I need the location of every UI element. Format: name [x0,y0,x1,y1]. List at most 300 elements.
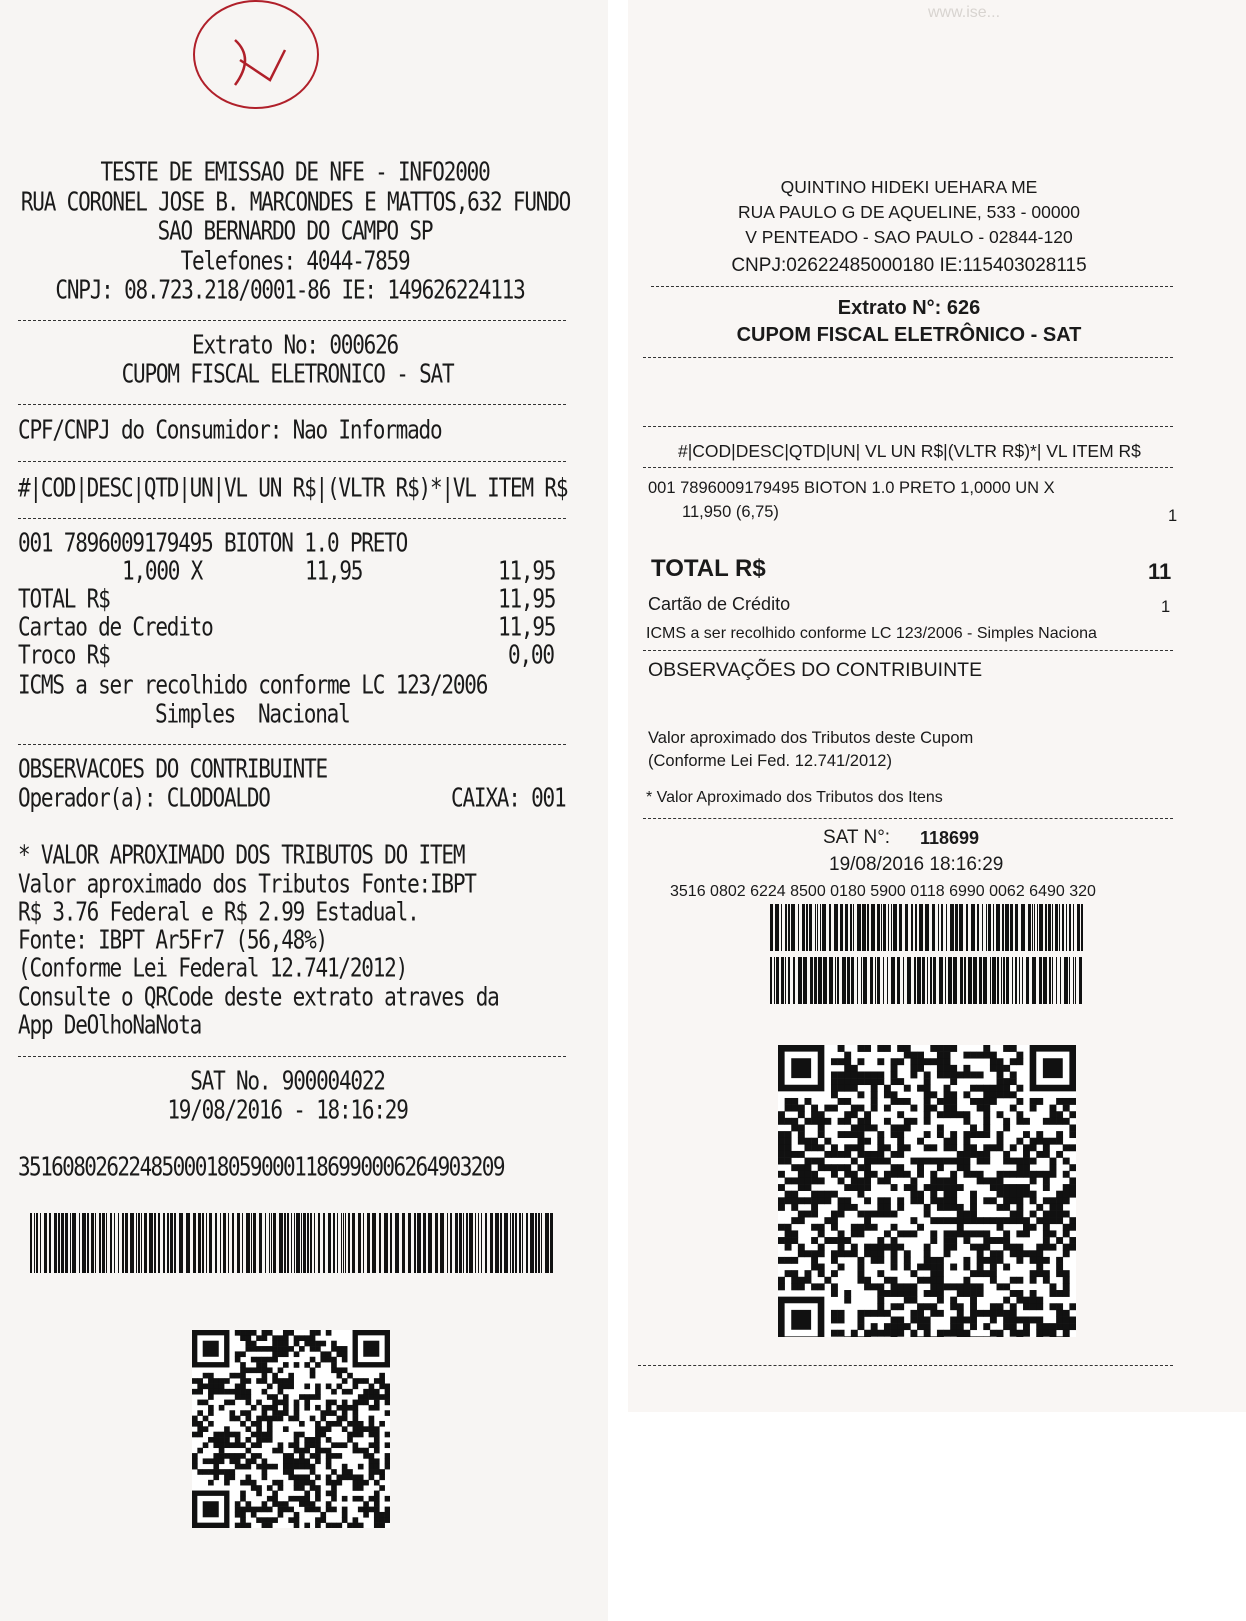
barcode-bar [333,1213,335,1273]
barcode-bar [1015,957,1017,1004]
barcode-bar [803,957,807,1004]
left-qr-code [192,1330,390,1528]
left-tributos-line-2: Valor aproximado dos Tributos Fonte:IBPT [18,869,476,899]
barcode-bar [1066,904,1067,951]
barcode-bar [102,1213,105,1273]
barcode-bar [1048,904,1051,951]
left-tributos-line-3: R$ 3.76 Federal e R$ 2.99 Estadual. [18,897,419,927]
barcode-bar [946,904,947,951]
barcode-bar [914,957,916,1004]
divider [643,426,1173,427]
barcode-bar [447,1213,448,1273]
divider [643,818,1173,819]
barcode-bar [1032,904,1033,951]
barcode-bar [1060,957,1061,1004]
barcode-bar [950,904,954,951]
barcode-bar [823,957,827,1004]
left-header-line-1: TESTE DE EMISSAO DE NFE - INFO2000 [100,157,490,187]
barcode-bar [301,1213,302,1273]
barcode-bar [1059,904,1060,951]
barcode-bar [997,957,999,1004]
barcode-bar [785,957,786,1004]
barcode-bar [209,1213,212,1273]
left-item-total: 11,95 [498,556,556,586]
left-header-line-3: SAO BERNARDO DO CAMPO SP [157,216,433,246]
right-header-line-3: V PENTEADO - SAO PAULO - 02844-120 [745,227,1073,247]
barcode-bar [960,957,963,1004]
barcode-bar [475,1213,476,1273]
barcode-bar [186,1213,190,1273]
divider [643,467,1173,468]
barcode-bar [455,1213,458,1273]
barcode-bar [237,1213,240,1273]
barcode-bar [893,904,897,951]
barcode-bar [870,957,873,1004]
barcode-bar [922,957,925,1004]
barcode-bar [167,1213,169,1273]
left-header-line-5: CNPJ: 08.723.218/0001-86 IE: 149626224113 [55,275,525,305]
barcode-bar [220,1213,221,1273]
barcode-bar [986,904,987,951]
left-header-line-2: RUA CORONEL JOSE B. MARCONDES E MATTOS,632 FUNDO [20,187,571,217]
barcode-bar [279,1213,283,1273]
barcode-bar [271,1213,272,1273]
barcode-bar [1043,957,1047,1004]
barcode-bar [130,1213,134,1273]
barcode-bar [993,904,994,951]
right-valor-line-2: (Conforme Lei Fed. 12.741/2012) [648,752,892,770]
barcode-bar [1055,904,1058,951]
barcode-bar [345,1213,346,1273]
barcode-bar [538,1213,540,1273]
barcode-bar [877,957,880,1004]
barcode-bar [933,957,936,1004]
barcode-bar [99,1213,101,1273]
right-cupom-title: CUPOM FISCAL ELETRÔNICO - SAT [736,324,1082,346]
left-datetime: 19/08/2016 - 18:16:29 [167,1095,408,1125]
left-tributos-line-5: (Conforme Lei Federal 12.741/2012) [18,953,408,983]
barcode-bar [1034,904,1035,951]
left-caixa: CAIXA: 001 [451,783,566,813]
divider [638,1365,1173,1366]
barcode-bar [348,1213,350,1273]
barcode-bar [58,1213,60,1273]
left-total-value: 11,95 [498,584,556,614]
barcode-bar [269,1213,270,1273]
left-cupom-title: CUPOM FISCAL ELETRONICO - SAT [121,359,454,389]
barcode-bar [1049,957,1051,1004]
barcode-bar [372,1213,376,1273]
barcode-bar [337,1213,338,1273]
barcode-bar [114,1213,115,1273]
barcode-bar [1026,957,1029,1004]
barcode-bar [118,1213,119,1273]
barcode-bar [44,1213,47,1273]
barcode-bar [977,904,979,951]
barcode-bar [829,957,833,1004]
right-extrato: Extrato N°: 626 [837,297,981,319]
barcode-bar [770,957,772,1004]
barcode-bar [850,904,852,951]
barcode-bar [1079,957,1082,1004]
left-barcode [30,1213,556,1273]
barcode-bar [1005,904,1009,951]
barcode-bar [40,1213,41,1273]
barcode-bar [79,1213,80,1273]
barcode-bar [810,957,813,1004]
barcode-bar [125,1213,128,1273]
barcode-bar [820,904,821,951]
barcode-bar [853,904,854,951]
barcode-bar [837,957,839,1004]
left-extrato: Extrato No: 000626 [192,330,398,360]
barcode-bar [1073,904,1074,951]
barcode-bar [1056,957,1057,1004]
barcode-bar [996,904,1000,951]
barcode-bar [1075,957,1076,1004]
barcode-bar [515,1213,517,1273]
barcode-bar [1006,957,1009,1004]
barcode-bar [170,1213,173,1273]
barcode-bar [307,1213,309,1273]
barcode-bar [988,904,991,951]
barcode-bar [1021,904,1025,951]
barcode-bar [296,1213,300,1273]
barcode-bar [1039,904,1043,951]
barcode-bar [545,1213,549,1273]
barcode-bar [495,1213,499,1273]
barcode-bar [809,904,812,951]
barcode-bar [835,957,836,1004]
barcode-bar [1069,957,1070,1004]
barcode-bar [490,1213,493,1273]
barcode-bar [955,904,958,951]
barcode-bar [927,957,928,1004]
right-header-line-2: RUA PAULO G DE AQUELINE, 533 - 00000 [737,202,1081,222]
barcode-bar [435,1213,438,1273]
barcode-bar [887,957,888,1004]
barcode-bar [806,904,808,951]
barcode-bar [941,904,943,951]
barcode-bar [818,957,822,1004]
barcode-bar [959,904,963,951]
barcode-bar [343,1213,344,1273]
left-item-unit: 11,95 [305,556,363,586]
barcode-bar [897,957,900,1004]
barcode-bar [526,1213,528,1273]
barcode-bar [273,1213,276,1273]
left-tributos-line-4: Fonte: IBPT Ar5Fr7 (56,48%) [18,925,327,955]
barcode-bar [106,1213,107,1273]
divider [643,650,1173,651]
barcode-bar [379,1213,381,1273]
barcode-bar [463,1213,464,1273]
barcode-bar [776,957,779,1004]
barcode-bar [481,1213,482,1273]
barcode-bar [945,957,946,1004]
barcode-bar [939,957,943,1004]
barcode-bar [87,1213,89,1273]
left-sat-number: SAT No. 900004022 [190,1066,385,1096]
barcode-bar [917,957,921,1004]
barcode-bar [522,1213,523,1273]
barcode-bar [154,1213,156,1273]
barcode-bar [36,1213,38,1273]
barcode-bar [867,904,869,951]
barcode-bar [253,1213,256,1273]
divider [643,357,1173,358]
barcode-bar [163,1213,165,1273]
barcode-bar [903,957,904,1004]
barcode-bar [30,1213,32,1273]
left-columns: #|COD|DESC|QTD|UN|VL UN R$|(VLTR R$)*|VL ITEM R$ [18,473,568,503]
divider [18,744,566,745]
barcode-bar [857,957,858,1004]
barcode-bar [990,957,991,1004]
right-receipt [628,0,1246,1412]
barcode-bar [459,1213,462,1273]
barcode-bar [964,957,966,1004]
barcode-bar [402,1213,405,1273]
right-sat-label: SAT N°: [823,827,891,848]
barcode-bar [842,957,846,1004]
right-obs-title: OBSERVAÇÕES DO CONTRIBUINTE [648,659,983,681]
barcode-bar [95,1213,96,1273]
left-tributos-line-1: * VALOR APROXIMADO DOS TRIBUTOS DO ITEM [18,840,465,870]
barcode-bar [802,904,805,951]
barcode-bar [34,1213,35,1273]
barcode-bar [883,904,886,951]
left-tributos-line-7: App DeOlhoNaNota [18,1010,202,1040]
right-valor-line-1: Valor aproximado dos Tributos deste Cupom [648,729,974,747]
barcode-bar [367,1213,370,1273]
barcode-bar [793,957,795,1004]
barcode-bar [110,1213,112,1273]
barcode-bar [829,904,831,951]
barcode-bar [834,904,838,951]
right-valor-itens: * Valor Aproximado dos Tributos dos Itens [646,789,943,806]
left-operador: Operador(a): CLODOALDO [18,783,270,813]
barcode-bar [469,1213,473,1273]
left-troco-value: 0,00 [508,640,554,670]
barcode-bar [1037,904,1038,951]
barcode-bar [423,1213,426,1273]
right-datetime: 19/08/2016 18:16:29 [829,854,1004,875]
barcode-bar [992,957,996,1004]
barcode-bar [82,1213,86,1273]
left-total-label: TOTAL R$ [18,584,110,614]
barcode-bar [246,1213,250,1273]
barcode-bar [891,904,892,951]
barcode-bar [891,957,895,1004]
left-icms-line-1: ICMS a ser recolhido conforme LC 123/2006 [18,670,488,700]
barcode-bar [541,1213,542,1273]
barcode-bar [1002,904,1004,951]
barcode-bar [417,1213,421,1273]
barcode-bar [862,904,866,951]
barcode-bar [450,1213,452,1273]
barcode-bar [535,1213,537,1273]
divider [18,518,566,519]
barcode-bar [242,1213,243,1273]
barcode-bar [925,904,929,951]
barcode-bar [530,1213,534,1273]
barcode-bar [54,1213,57,1273]
barcode-bar [899,904,902,951]
barcode-bar [817,904,818,951]
barcode-bar [1039,957,1042,1004]
barcode-bar [303,1213,306,1273]
barcode-bar [414,1213,416,1273]
barcode-bar [845,904,848,951]
barcode-bar [788,904,790,951]
barcode-bar [122,1213,124,1273]
left-cartao-label: Cartao de Credito [18,612,213,642]
barcode-bar [1069,904,1071,951]
barcode-bar [141,1213,142,1273]
left-consumidor: CPF/CNPJ do Consumidor: Nao Informado [18,415,442,445]
barcode-bar [500,1213,502,1273]
left-item-line: 001 7896009179495 BIOTON 1.0 PRETO [18,528,408,558]
barcode-bar [785,904,787,951]
barcode-bar [65,1213,68,1273]
barcode-bar [358,1213,361,1273]
barcode-bar [1019,957,1020,1004]
barcode-bar [1052,904,1053,951]
divider [651,286,1173,287]
left-icms-line-2: Simples Nacional [155,699,350,729]
barcode-bar [519,1213,521,1273]
barcode-bar [788,957,790,1004]
barcode-bar [395,1213,399,1273]
barcode-bar [968,957,972,1004]
barcode-bar [863,957,867,1004]
barcode-bar [791,904,795,951]
barcode-bar [798,904,799,951]
barcode-bar [228,1213,229,1273]
barcode-bar [206,1213,207,1273]
right-icms: ICMS a ser recolhido conforme LC 123/2006 - Simples Naciona [646,625,1097,642]
barcode-bar [781,904,782,951]
barcode-bar [91,1213,94,1273]
barcode-bar [982,904,983,951]
barcode-bar [136,1213,137,1273]
barcode-bar [971,904,975,951]
barcode-bar [948,957,952,1004]
barcode-bar [915,904,917,951]
barcode-bar [510,1213,511,1273]
barcode-bar [875,957,876,1004]
barcode-bar [179,1213,183,1273]
right-item-total: 1 [1168,507,1178,525]
barcode-bar [770,904,773,951]
right-total-value: 11 [1148,559,1172,584]
barcode-bar [149,1213,153,1273]
left-obs-title: OBSERVACOES DO CONTRIBUINTE [18,754,327,784]
right-cartao-value: 1 [1161,598,1171,616]
left-receipt [0,0,608,1621]
left-header-line-4: Telefones: 4044-7859 [180,246,410,276]
left-item-qty: 1,000 X [122,556,203,586]
barcode-bar [341,1213,342,1273]
barcode-bar [440,1213,444,1273]
barcode-bar [215,1213,217,1273]
barcode-bar [919,904,923,951]
barcode-bar [352,1213,355,1273]
barcode-bar [1064,957,1068,1004]
barcode-bar [1077,904,1080,951]
barcode-bar [428,1213,432,1273]
barcode-bar [953,957,957,1004]
right-item-line: 001 7896009179495 BIOTON 1.0 PRETO 1,0000 UN X [648,479,1055,497]
barcode-bar [1022,957,1023,1004]
barcode-bar [1062,904,1064,951]
right-sat-value: 118699 [920,828,980,848]
barcode-bar [905,904,908,951]
qr-code-pattern [778,1045,1076,1337]
barcode-bar [265,1213,266,1273]
barcode-bar [61,1213,64,1273]
barcode-bar [938,904,939,951]
barcode-bar [550,1213,553,1273]
barcode-bar [318,1213,320,1273]
left-cartao-value: 11,95 [498,612,556,642]
barcode-bar [259,1213,262,1273]
barcode-bar [328,1213,331,1273]
barcode-bar [798,957,802,1004]
barcode-bar [840,904,843,951]
handwritten-number-mark [215,20,295,90]
right-item-line-2: 11,950 (6,75) [682,503,779,521]
barcode-bar [973,957,977,1004]
barcode-bar [1028,904,1031,951]
barcode-bar [781,957,784,1004]
barcode-bar [144,1213,147,1273]
barcode-bar [223,1213,226,1273]
barcode-bar [847,957,850,1004]
barcode-bar [822,904,826,951]
right-qr-code [778,1045,1076,1337]
barcode-bar [408,1213,411,1273]
right-cartao-label: Cartão de Crédito [648,594,791,614]
barcode-bar [1012,957,1013,1004]
left-troco-label: Troco R$ [18,640,110,670]
barcode-bar [1045,904,1047,951]
barcode-bar [384,1213,388,1273]
barcode-bar [504,1213,508,1273]
barcode-bar [314,1213,315,1273]
barcode-bar [983,957,987,1004]
barcode-bar [1001,957,1002,1004]
barcode-bar [294,1213,295,1273]
barcode-bar [1052,957,1053,1004]
barcode-bar [323,1213,325,1273]
right-columns: #|COD|DESC|QTD|UN| VL UN R$|(VLTR R$)*| VL ITEM R$ [678,441,1141,461]
barcode-bar [930,957,932,1004]
barcode-bar [512,1213,514,1273]
barcode-bar [138,1213,140,1273]
divider [18,461,566,462]
barcode-bar [775,904,779,951]
barcode-bar [861,957,862,1004]
left-tributos-line-6: Consulte o QRCode deste extrato atraves da [18,982,499,1012]
barcode-bar [478,1213,479,1273]
barcode-bar [72,1213,76,1273]
barcode-bar [907,957,911,1004]
barcode-bar [877,904,880,951]
barcode-bar [49,1213,51,1273]
barcode-bar [158,1213,160,1273]
